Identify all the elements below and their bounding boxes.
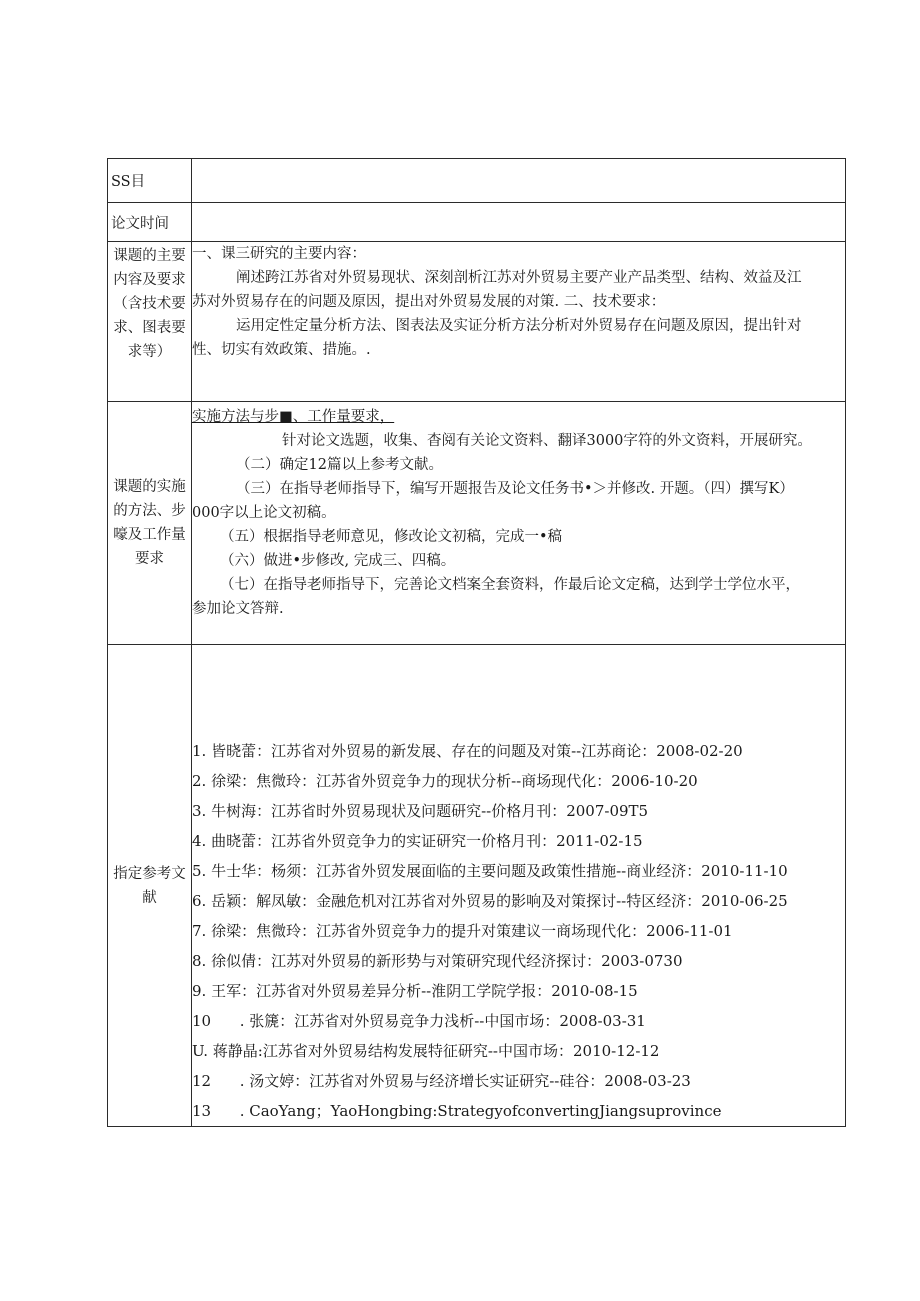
method-heading: 实施方法与步■、工作量要求， xyxy=(192,409,395,425)
method-line: 针对论文选题，收集、杳阅有关论文资料、翻译3000字符的外文资料，开展研究。 xyxy=(282,433,812,449)
references-list xyxy=(192,645,846,1127)
references-label-line: 献 xyxy=(142,889,157,906)
method-label-line: 嚎及工作量 xyxy=(113,527,186,543)
content-text xyxy=(192,242,846,402)
method-label-line: 课题的实施 xyxy=(113,479,186,495)
reference-item: 9. 王军：江苏省对外贸易差异分析--淮阴工学院学报：2010-08-15 xyxy=(192,982,638,1000)
reference-item: 1. 皆晓蕾：江苏省对外贸易的新发展、存在的问题及对策--江苏商论：2008-02-20 xyxy=(192,742,743,760)
content-label xyxy=(108,242,192,402)
reference-item: 12 . 汤文婷：江苏省对外贸易与经济增长实证研究--硅谷：2008-03-23 xyxy=(192,1072,691,1090)
content-line: 阐述跨江苏省对外贸易现状、深刻剖析江苏对外贸易主要产业产品类型、结构、效益及江 xyxy=(236,270,802,286)
reference-item: 4. 曲晓蕾：江苏省外贸竞争力的实证研究一价格月刊：2011-02-15 xyxy=(192,832,643,850)
reference-item: 7. 徐梁：焦微玲：江苏省外贸竞争力的提升对策建议一商场现代化：2006-11-01 xyxy=(192,922,733,940)
time-row xyxy=(108,203,846,242)
method-line: （二）确定12篇以上参考文献。 xyxy=(236,457,443,473)
title-label: SS目 xyxy=(108,159,192,203)
method-line: 000字以上论文初稿。 xyxy=(192,505,336,521)
reference-item: 10 . 张篪：江苏省对外贸易竞争力浅析--中国市场：2008-03-31 xyxy=(192,1012,646,1030)
reference-item: 8. 徐似倩：江苏对外贸易的新形势与对策研究现代经济探讨：2003-0730 xyxy=(192,952,683,970)
time-value xyxy=(192,203,846,242)
content-label-line: （含技术要 xyxy=(113,296,186,312)
method-line: 参加论文答辩. xyxy=(192,601,284,617)
method-label xyxy=(108,402,192,645)
method-row xyxy=(108,402,846,645)
content-label-line: 求、图表要 xyxy=(113,320,186,336)
reference-item: 2. 徐梁：焦微玲：江苏省外贸竞争力的现状分析--商场现代化：2006-10-20 xyxy=(192,772,698,790)
title-value xyxy=(192,159,846,203)
method-line: （五）根据指导老师意见，修改论文初稿，完成一•稿 xyxy=(220,529,563,545)
thesis-task-form xyxy=(107,158,846,1127)
method-line: （七）在指导老师指导下，完善论文档案全套资料，作最后论文定稿，达到学士学位水平， xyxy=(220,577,800,593)
reference-item: 5. 牛士华：杨须：江苏省外贸发展面临的主要问题及政策性措施--商业经济：2010-11-10 xyxy=(192,862,788,880)
method-text xyxy=(192,402,846,645)
title-row xyxy=(108,159,846,203)
references-label xyxy=(108,645,192,1127)
reference-item: 6. 岳颖：解凤敏：金融危机对江苏省对外贸易的影响及对策探讨--特区经济：2010-06-25 xyxy=(192,892,788,910)
method-line: （三）在指导老师指导下，编写开题报告及论文任务书•＞并修改. 开题。（四）撰写K） xyxy=(236,481,794,497)
reference-item: U. 蒋静晶:江苏省对外贸易结构发展特征研究--中国市场：2010-12-12 xyxy=(192,1042,660,1060)
method-label-line: 要求 xyxy=(135,551,164,567)
content-line: 一、课三研究的主要内容： xyxy=(192,246,366,262)
content-label-line: 求等） xyxy=(127,344,172,360)
content-label-line: 内容及要求 xyxy=(113,272,186,288)
references-row xyxy=(108,645,846,1127)
reference-item: 13 . CaoYang；YaoHongbing:StrategyofconvertingJiangsuprovince xyxy=(192,1102,722,1120)
method-label-line: 的方法、步 xyxy=(113,503,186,519)
content-label-line: 课题的主要 xyxy=(113,248,186,264)
content-line: 运用定性定量分析方法、图表法及实证分析方法分析对外贸易存在问题及原因，提出针对 xyxy=(236,318,802,334)
reference-item: 3. 牛树海：江苏省时外贸易现状及问题研究--价格月刊：2007-09T5 xyxy=(192,802,649,820)
time-label: 论文时间 xyxy=(108,203,192,242)
content-line: 性、切实有效政策、措施。. xyxy=(192,342,371,358)
references-label-line: 指定参考文 xyxy=(113,865,186,882)
content-row xyxy=(108,242,846,402)
method-line: （六）做进•步修改, 完成三、四稿。 xyxy=(220,553,456,569)
content-line: 苏对外贸易存在的问题及原因，提出对外贸易发展的对策. 二、技术要求： xyxy=(192,294,666,310)
